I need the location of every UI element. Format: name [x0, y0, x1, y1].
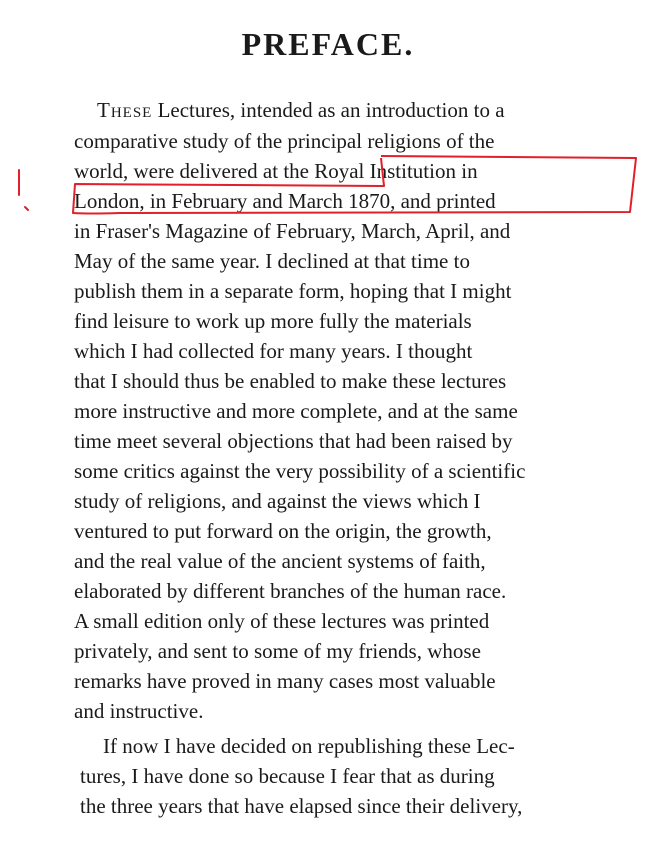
text-line: more instructive and more complete, and at the same	[74, 399, 518, 423]
text-line: and instructive.	[74, 699, 204, 723]
text-line: that I should thus be enabled to make these lectures	[74, 369, 507, 393]
text-line: ventured to put forward on the origin, the growth,	[74, 519, 492, 543]
text-line	[97, 95, 505, 125]
text-line: elaborated by different branches of the human race.	[74, 579, 507, 603]
margin-dot-mark	[25, 207, 28, 210]
text-line: London, in February and March 1870, and printed	[74, 189, 496, 213]
line-text: Lectures, intended as an introduction to a	[157, 98, 505, 122]
text-line: tures, I have done so because I fear that as during	[80, 764, 495, 788]
text-line: in Fraser's Magazine of February, March, April, and	[74, 219, 511, 243]
text-line: remarks have proved in many cases most valuable	[74, 669, 496, 693]
text-line: time meet several objections that had been raised by	[74, 429, 513, 453]
text-line: the three years that have elapsed since their delivery,	[80, 794, 523, 818]
text-line: privately, and sent to some of my friends, whose	[74, 639, 481, 663]
text-line: which I had collected for many years. I thought	[74, 339, 473, 363]
text-line: and the real value of the ancient systems of faith,	[74, 549, 486, 573]
text-line: world, were delivered at the Royal Institution in	[74, 159, 478, 183]
text-line: If now I have decided on republishing these Lec-	[103, 734, 515, 758]
text-line: publish them in a separate form, hoping that I might	[74, 279, 512, 303]
text-line: some critics against the very possibility of a scientific	[74, 459, 526, 483]
text-line: study of religions, and against the views which I	[74, 489, 481, 513]
text-line: comparative study of the principal religions of the	[74, 129, 495, 153]
text-line: A small edition only of these lectures was printed	[74, 609, 490, 633]
page-title: PREFACE.	[241, 26, 415, 62]
lead-word: These	[97, 98, 153, 122]
text-line: May of the same year. I declined at that time to	[74, 249, 470, 273]
text-line: find leisure to work up more fully the materials	[74, 309, 472, 333]
